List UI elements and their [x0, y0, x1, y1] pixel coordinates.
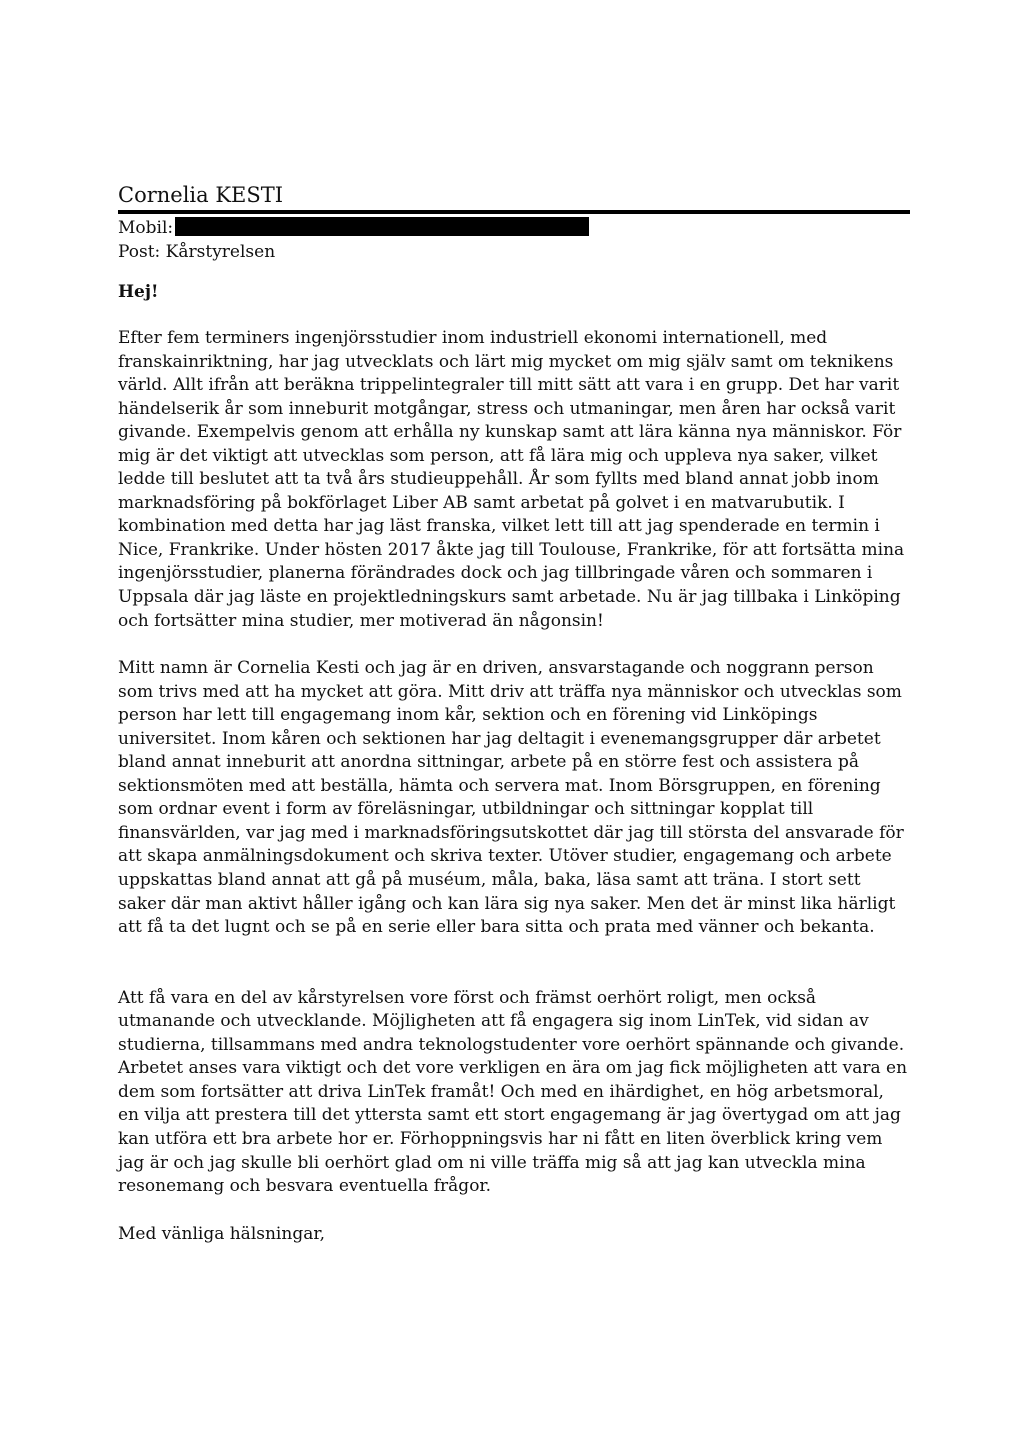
letter-content	[118, 180, 910, 1246]
paragraph-studies: Efter fem terminers ingenjörsstudier inom industriell ekonomi internationell, med franskainriktning, har jag utvecklats och lärt mig mycket om mig själv samt om teknikens värld. Allt ifrån att beräkna trippelintegraler till mitt sätt att vara i en grupp. Det har varit händelserik år som inneburit motgångar, stress och utmaningar, men åren har också varit givande. Exempelvis genom att erhålla ny kunskap samt att lära känna nya människor. För mig är det viktigt att utvecklas som person, att få lära mig och uppleva nya saker, vilket ledde till beslutet att ta två års studieuppehåll. År som fyllts med bland annat jobb inom marknadsföring på bokförlaget Liber AB samt arbetat på golvet i en matvarubutik. I kombination med detta har jag läst franska, vilket lett till att jag spenderade en termin i Nice, Frankrike. Under hösten 2017 åkte jag till Toulouse, Frankrike, för att fortsätta mina ingenjörsstudier, planerna förändrades dock och jag tillbringade våren och sommaren i Uppsala där jag läste en projektledningskurs samt arbetade. Nu är jag tillbaka i Linköping och fortsätter mina studier, mer motiverad än någonsin!	[118, 328, 905, 631]
post-line: Post: Kårstyrelsen	[118, 242, 276, 262]
mobile-label: Mobil:	[118, 218, 174, 238]
mobile-line	[118, 216, 910, 240]
header-divider	[118, 210, 910, 214]
closing: Med vänliga hälsningar,	[118, 1223, 325, 1244]
paragraph-about-me: Mitt namn är Cornelia Kesti och jag är en driven, ansvarstagande och noggrann person som trivs med att ha mycket att göra. Mitt driv att träffa nya människor och utvecklas som person har lett till engagemang inom kår, sektion och en förening vid Linköpings universitet. Inom kåren och sektionen har jag deltagit i evenemangsgrupper där arbetet bland annat inneburit att anordna sittningar, arbete på en större fest och assistera på sektionsmöten med att beställa, hämta och servera mat. Inom Börsgruppen, en förening som ordnar event i form av föreläsningar, utbildningar och sittningar kopplat till finansvärlden, var jag med i marknadsföringsutskottet där jag till största del ansvarade för att skapa anmälningsdokument och skriva texter. Utöver studier, engagemang och arbete uppskattas bland annat att gå på muséum, måla, baka, läsa samt att träna. I stort sett saker där man aktivt håller igång och kan lära sig nya saker. Men det är minst lika härligt att få ta det lugnt och se på en serie eller bara sitta och prata med vänner och bekanta.	[118, 658, 904, 938]
greeting: Hej!	[118, 282, 159, 302]
paragraph-motivation: Att få vara en del av kårstyrelsen vore först och främst oerhört roligt, men också utmanande och utvecklande. Möjligheten att få engagera sig inom LinTek, vid sidan av studierna, tillsammans med andra teknologstudenter vore oerhört spännande och givande. Arbetet anses vara viktigt och det vore verkligen en ära om jag fick möjligheten att vara en dem som fortsätter att driva LinTek framåt! Och med en ihärdighet, en hög arbetsmoral, en vilja att prestera till det yttersta samt ett stort engagemang är jag övertygad om att jag kan utföra ett bra arbete hor er. Förhoppningsvis har ni fått en liten överblick kring vem jag är och jag skulle bli oerhört glad om ni ville träffa mig så att jag kan utveckla mina resonemang och besvara eventuella frågor.	[118, 987, 908, 1197]
applicant-name: Cornelia KESTI	[118, 183, 284, 207]
redacted-phone-number	[175, 217, 589, 236]
